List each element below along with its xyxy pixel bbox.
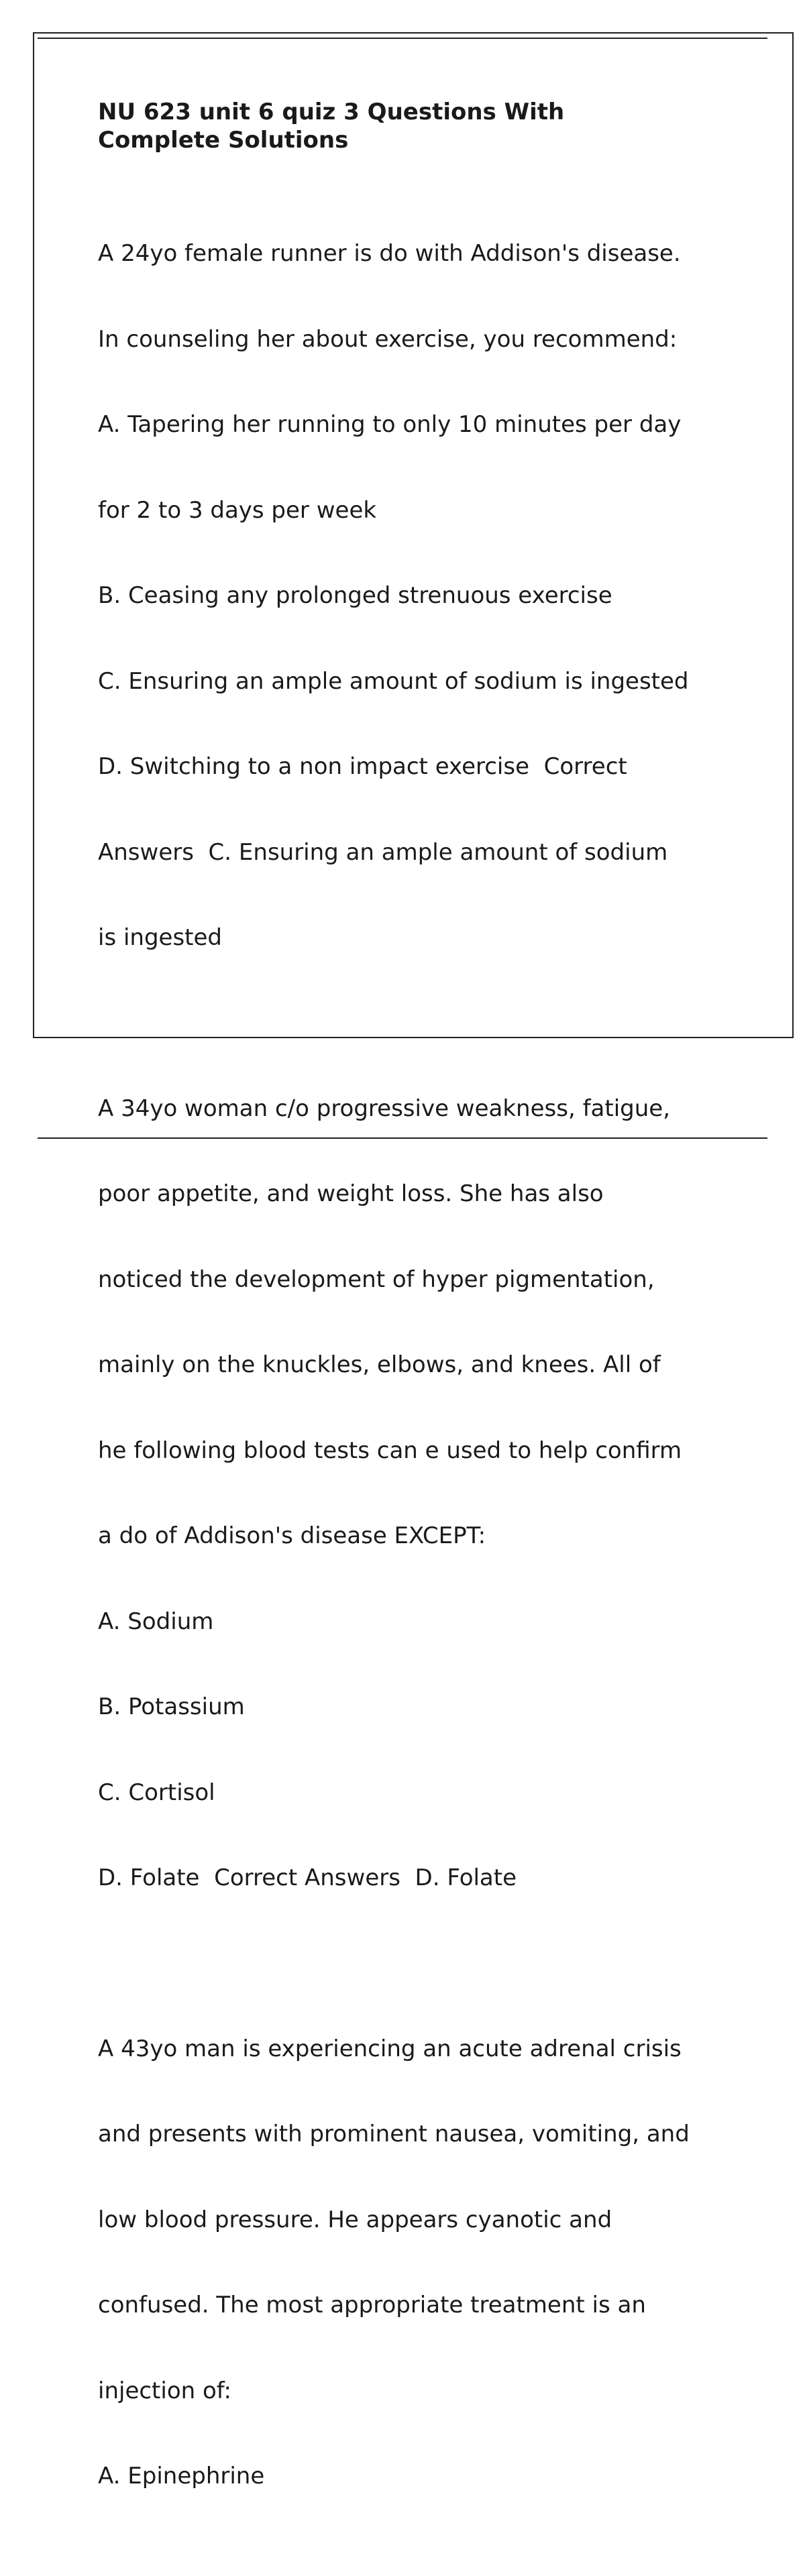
answer-option: D. Switching to a non impact exercise Correct bbox=[98, 753, 627, 780]
correct-answer: Answers C. Ensuring an ample amount of sodium bbox=[98, 838, 668, 866]
question-line: he following blood tests can e used to help confirm bbox=[98, 1437, 682, 1464]
question-line: injection of: bbox=[98, 2377, 232, 2404]
question-block-1 bbox=[98, 182, 742, 1009]
top-rule bbox=[38, 38, 767, 39]
correct-answer: is ingested bbox=[98, 924, 223, 951]
answer-option: for 2 to 3 days per week bbox=[98, 496, 377, 524]
question-line: mainly on the knuckles, elbows, and knees. All of bbox=[98, 1351, 661, 1378]
question-line: noticed the development of hyper pigmentation, bbox=[98, 1266, 655, 1293]
question-line: and presents with prominent nausea, vomiting, and bbox=[98, 2121, 690, 2147]
question-block-2 bbox=[98, 1038, 742, 1950]
question-line: A 43yo man is experiencing an acute adrenal crisis bbox=[98, 2035, 682, 2062]
answer-option: B. Ceasing any prolonged strenuous exercise bbox=[98, 582, 612, 609]
question-line: In counseling her about exercise, you recommend: bbox=[98, 325, 678, 353]
question-line: confused. The most appropriate treatment is an bbox=[98, 2292, 646, 2318]
answer-option: C. Cortisol bbox=[98, 1779, 215, 1806]
answer-option: A. Epinephrine bbox=[98, 2463, 265, 2489]
correct-answer: D. Folate Correct Answers D. Folate bbox=[98, 1864, 517, 1891]
answer-option: A. Tapering her running to only 10 minutes per day bbox=[98, 411, 682, 438]
answer-option: B. Potassium bbox=[98, 1693, 245, 1720]
question-line: poor appetite, and weight loss. She has also bbox=[98, 1180, 604, 1207]
question-line: A 24yo female runner is do with Addison's disease. bbox=[98, 240, 681, 267]
question-block-3 bbox=[98, 1978, 742, 2548]
document-title: NU 623 unit 6 quiz 3 Questions With Complete Solutions bbox=[98, 99, 565, 154]
question-line: a do of Addison's disease EXCEPT: bbox=[98, 1522, 486, 1549]
answer-option: C. Ensuring an ample amount of sodium is ingested bbox=[98, 667, 689, 695]
question-line: A 34yo woman c/o progressive weakness, fatigue, bbox=[98, 1095, 671, 1122]
document-content bbox=[98, 98, 742, 2576]
question-line: low blood pressure. He appears cyanotic and bbox=[98, 2206, 612, 2233]
answer-option: A. Sodium bbox=[98, 1608, 214, 1635]
